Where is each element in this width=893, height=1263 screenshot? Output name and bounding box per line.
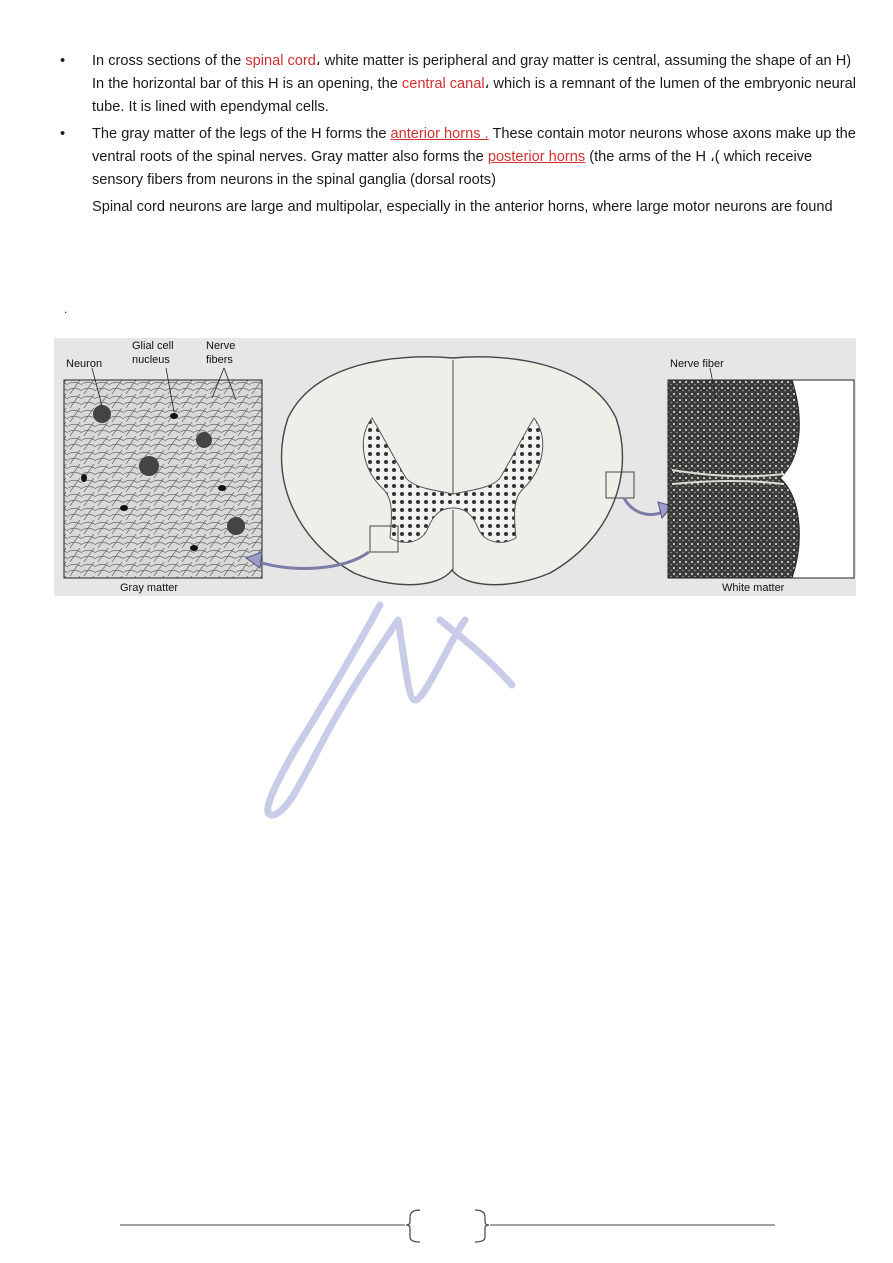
bullet-marker: • bbox=[60, 53, 66, 69]
neuron-body bbox=[93, 405, 111, 423]
bullet-list bbox=[60, 50, 860, 219]
bullet-item-1: • In cross sections of the spinal cord، white matter is peripheral and gray matter is central, assuming the shape of an H) In the horizontal bar of this H is an opening, the central canal، which is a remnant of the lumen of the embryonic neural tube. It is lined with ependymal cells. bbox=[60, 50, 860, 119]
page-footer bbox=[120, 1208, 775, 1244]
label-white-matter: White matter bbox=[722, 582, 785, 594]
glial-nucleus bbox=[170, 413, 178, 419]
label-nerve-fiber: Nerve fiber bbox=[670, 358, 724, 370]
label-gray-matter: Gray matter bbox=[120, 582, 179, 594]
term-posterior-horns: posterior horns bbox=[487, 149, 586, 165]
term-central-canal: central canal bbox=[401, 76, 485, 92]
label-neuron: Neuron bbox=[66, 358, 103, 370]
bullet-marker: • bbox=[60, 126, 66, 142]
label-nerve-fibers-line2: fibers bbox=[206, 354, 233, 366]
extra-paragraph: Spinal cord neurons are large and multipolar, especially in the anterior horns, where large motor neurons are found bbox=[92, 199, 833, 215]
spinal-cord-figure bbox=[54, 338, 856, 596]
gray-matter-panel bbox=[64, 380, 262, 578]
spinal-cord-illustration bbox=[54, 338, 856, 596]
label-glial-line1: Glial cell bbox=[132, 340, 174, 352]
term-spinal-cord: spinal cord bbox=[245, 53, 316, 69]
stray-dot: . bbox=[64, 302, 68, 316]
bullet-item-2: • The gray matter of the legs of the H forms the anterior horns . These contain motor neurons whose axons make up the ventral roots of the spinal nerves. Gray matter also forms the posterior horns (the arms of the H ،( which receive sensory fibers from neurons in the spinal ganglia (dorsal roots) bbox=[60, 123, 860, 192]
label-nerve-fibers-line1: Nerve bbox=[206, 340, 236, 352]
label-glial-line2: nucleus bbox=[132, 354, 170, 366]
term-anterior-horns: anterior horns . bbox=[390, 126, 489, 142]
watermark-signature bbox=[250, 600, 520, 820]
spinal-cord-outline bbox=[282, 357, 623, 585]
